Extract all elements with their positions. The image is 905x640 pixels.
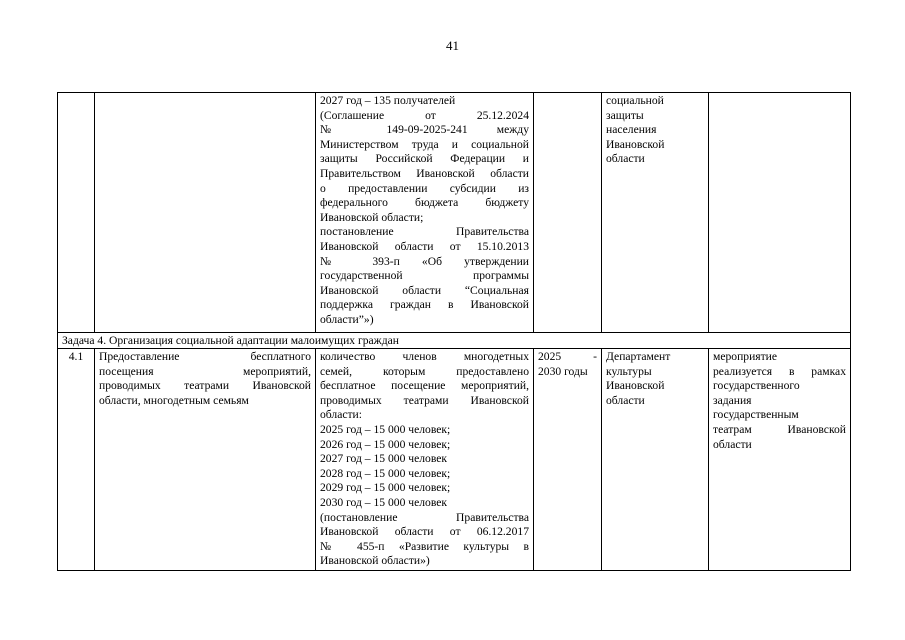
- text-line: 2025 год – 15 000 человек;: [320, 422, 451, 436]
- text-line: Ивановской области»): [320, 554, 430, 568]
- text-line: реализуется в рамках: [713, 364, 846, 378]
- text-line: области”»): [320, 312, 374, 326]
- text-line: социальной: [606, 94, 664, 107]
- text-line: № 149-09-2025-241 между: [320, 123, 529, 137]
- period-end: 2030 годы: [538, 364, 588, 378]
- cell-indicator: [316, 349, 534, 571]
- text-line: области: [606, 393, 645, 407]
- text-line: постановление Правительства: [320, 225, 529, 239]
- cell-number: [58, 93, 95, 333]
- table-row-continuation: [58, 93, 851, 333]
- text-line: населения: [606, 123, 657, 137]
- text-line: № 455-п «Развитие культуры в: [320, 539, 529, 553]
- text-line: области, многодетным семьям: [99, 393, 249, 407]
- text-line: проводимых театрами Ивановской: [99, 379, 311, 393]
- cell-note: [709, 93, 851, 333]
- text-line: о предоставлении субсидии из: [320, 181, 529, 195]
- indicator-text: [320, 350, 529, 569]
- text-line: государственным: [713, 408, 799, 422]
- text-line: посещения мероприятий,: [99, 364, 311, 378]
- cell-executor: [602, 349, 709, 571]
- text-line: задания: [713, 393, 752, 407]
- text-line: государственной программы: [320, 269, 529, 283]
- text-line: 2027 год – 135 получателей: [320, 94, 456, 107]
- task-header-row: [58, 333, 851, 349]
- row-number: 4.1: [68, 350, 84, 363]
- page-number: 41: [446, 38, 459, 53]
- text-line: области: [713, 437, 752, 451]
- period-start: 2025: [538, 350, 562, 363]
- period-text: [538, 350, 597, 379]
- text-line: Ивановской области;: [320, 210, 424, 224]
- text-line: защиты: [606, 108, 644, 122]
- text-line: № 393-п «Об утверждении: [320, 254, 529, 268]
- text-line: 2028 год – 15 000 человек;: [320, 466, 451, 480]
- text-line: защиты Российской Федерации и: [320, 152, 529, 166]
- text-line: Ивановской области “Социальная: [320, 283, 529, 297]
- cell-number: [58, 349, 95, 571]
- cell-event: [95, 349, 316, 571]
- executor-text: [606, 94, 704, 167]
- text-line: Министерством труда и социальной: [320, 137, 529, 151]
- text-line: области: [606, 152, 645, 166]
- text-line: (Соглашение от 25.12.2024: [320, 108, 529, 122]
- text-line: 2026 год – 15 000 человек;: [320, 437, 451, 451]
- cell-period: [534, 93, 602, 333]
- indicator-text: [320, 94, 529, 328]
- measures-table: [57, 92, 851, 571]
- text-line: 2027 год – 15 000 человек: [320, 452, 448, 466]
- event-text: [99, 350, 311, 408]
- text-line: бесплатное посещение мероприятий,: [320, 379, 529, 393]
- text-line: количество членов многодетных: [320, 350, 529, 363]
- text-line: Ивановской области от 06.12.2017: [320, 525, 529, 539]
- text-line: культуры: [606, 364, 652, 378]
- text-line: Предоставление бесплатного: [99, 350, 311, 363]
- text-line: Правительством Ивановской области: [320, 166, 529, 180]
- cell-event: [95, 93, 316, 333]
- period-dash: -: [593, 350, 597, 363]
- text-line: поддержка граждан в Ивановской: [320, 298, 529, 312]
- text-line: Ивановской области от 15.10.2013: [320, 239, 529, 253]
- text-line: 2029 год – 15 000 человек;: [320, 481, 451, 495]
- text-line: мероприятие: [713, 350, 778, 363]
- table-row-4-1: [58, 349, 851, 571]
- cell-executor: [602, 93, 709, 333]
- text-line: Ивановской: [606, 137, 665, 151]
- text-line: Ивановской: [606, 379, 665, 393]
- text-line: государственного: [713, 379, 800, 393]
- text-line: федерального бюджета бюджету: [320, 196, 529, 210]
- task-header: Задача 4. Организация социальной адаптации малоимущих граждан: [58, 333, 851, 349]
- text-line: 2030 год – 15 000 человек: [320, 495, 448, 509]
- text-line: области:: [320, 408, 362, 422]
- text-line: (постановление Правительства: [320, 510, 529, 524]
- text-line: театрам Ивановской: [713, 422, 846, 436]
- text-line: Департамент: [606, 350, 671, 363]
- text-line: проводимых театрами Ивановской: [320, 393, 529, 407]
- note-text: [713, 350, 846, 452]
- cell-period: [534, 349, 602, 571]
- text-line: семей, которым предоставлено: [320, 364, 529, 378]
- executor-text: [606, 350, 704, 408]
- cell-indicator: [316, 93, 534, 333]
- cell-note: [709, 349, 851, 571]
